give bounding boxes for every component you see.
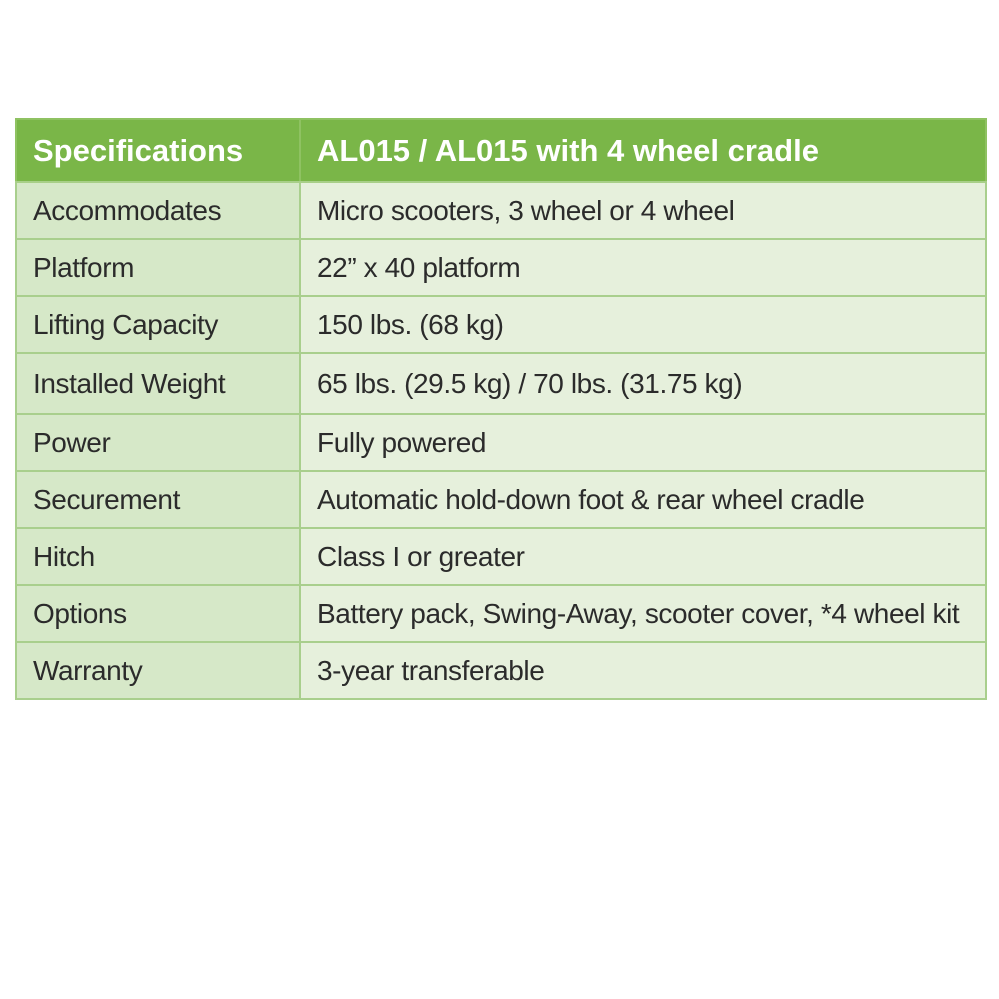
row-label-warranty: Warranty <box>16 642 300 699</box>
table-row <box>16 528 986 585</box>
row-value-installed-weight: 65 lbs. (29.5 kg) / 70 lbs. (31.75 kg) <box>300 353 986 414</box>
table-row <box>16 414 986 471</box>
row-value-options: Battery pack, Swing-Away, scooter cover, *4 wheel kit <box>300 585 986 642</box>
table-row <box>16 239 986 296</box>
table-row <box>16 296 986 353</box>
table-row <box>16 642 986 699</box>
row-label-lifting-capacity: Lifting Capacity <box>16 296 300 353</box>
specifications-table <box>15 118 987 700</box>
table-row <box>16 471 986 528</box>
row-value-warranty: 3-year transferable <box>300 642 986 699</box>
table-row <box>16 353 986 414</box>
row-label-accommodates: Accommodates <box>16 182 300 239</box>
row-label-platform: Platform <box>16 239 300 296</box>
row-label-installed-weight: Installed Weight <box>16 353 300 414</box>
table-header-row <box>16 119 986 182</box>
row-label-power: Power <box>16 414 300 471</box>
header-model: AL015 / AL015 with 4 wheel cradle <box>300 119 986 182</box>
header-specifications: Specifications <box>16 119 300 182</box>
row-label-options: Options <box>16 585 300 642</box>
row-value-securement: Automatic hold-down foot & rear wheel cradle <box>300 471 986 528</box>
row-value-platform: 22” x 40 platform <box>300 239 986 296</box>
row-value-power: Fully powered <box>300 414 986 471</box>
row-value-hitch: Class I or greater <box>300 528 986 585</box>
row-label-hitch: Hitch <box>16 528 300 585</box>
row-value-lifting-capacity: 150 lbs. (68 kg) <box>300 296 986 353</box>
row-label-securement: Securement <box>16 471 300 528</box>
table-row <box>16 585 986 642</box>
table-row <box>16 182 986 239</box>
row-value-accommodates: Micro scooters, 3 wheel or 4 wheel <box>300 182 986 239</box>
